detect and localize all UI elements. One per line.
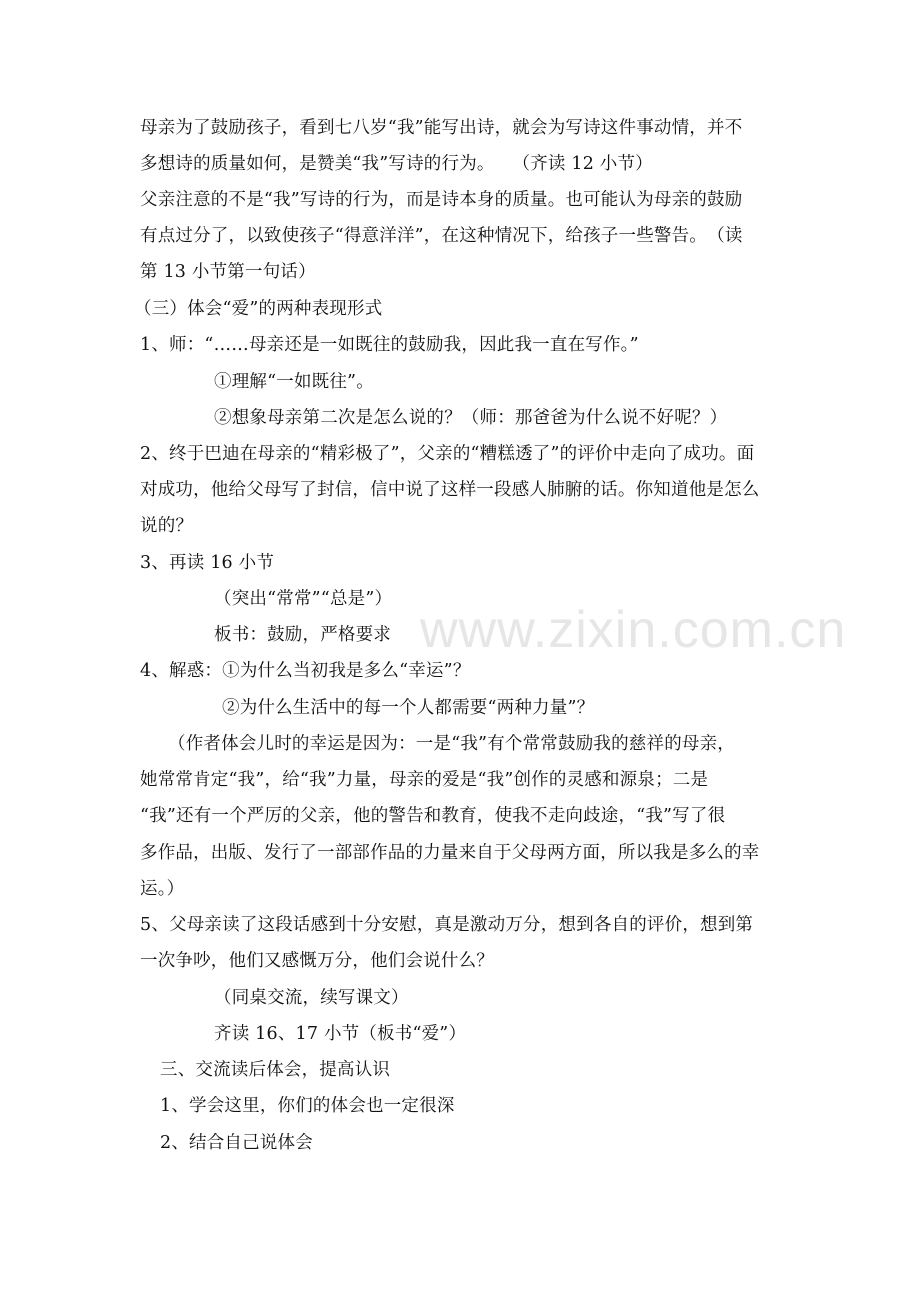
text-line: ①理解“一如既往”。 bbox=[214, 372, 374, 392]
text-line: （突出“常常”“总是”） bbox=[214, 589, 393, 609]
text-line: 3、再读 16 小节 bbox=[140, 553, 275, 573]
text-line: 多作品，出版、发行了一部部作品的力量来自于父母两方面，所以我是多么的幸 bbox=[140, 843, 760, 863]
text-line: 1、师：“……母亲还是一如既往的鼓励我，因此我一直在写作。” bbox=[140, 335, 639, 355]
text-line: 有点过分了，以致使孩子“得意洋洋”，在这种情况下，给孩子一些警告。 （读 bbox=[140, 226, 743, 246]
text-line: “我”还有一个严厉的父亲，他的警告和教育，使我不走向歧途，“我”写了很 bbox=[140, 806, 726, 826]
text-line: 多想诗的质量如何，是赞美“我”写诗的行为。 （齐读 12 小节） bbox=[140, 154, 653, 174]
text-line: 对成功，他给父母写了封信，信中说了这样一段感人肺腑的话。你知道他是怎么 bbox=[140, 480, 760, 500]
text-line: 4、解惑：①为什么当初我是多么“幸运”？ bbox=[140, 661, 471, 681]
text-line: 2、终于巴迪在母亲的“精彩极了”，父亲的“糟糕透了”的评价中走向了成功。面 bbox=[140, 444, 755, 464]
text-line: 母亲为了鼓励孩子，看到七八岁“我”能写出诗，就会为写诗这件事动情，并不 bbox=[140, 118, 743, 138]
text-line: 说的？ bbox=[140, 516, 194, 536]
text-line: 板书：鼓励，严格要求 bbox=[214, 625, 391, 645]
text-line: 1、学会这里，你们的体会也一定很深 bbox=[160, 1096, 455, 1116]
section-heading: 三、交流读后体会，提高认识 bbox=[160, 1060, 391, 1080]
text-line: 她常常肯定“我”，给“我”力量，母亲的爱是“我”创作的灵感和源泉；二是 bbox=[140, 770, 709, 790]
text-line: ②想象母亲第二次是怎么说的？（师：那爸爸为什么说不好呢？） bbox=[214, 408, 728, 428]
text-line: （同桌交流，续写课文） bbox=[214, 988, 409, 1008]
text-line: 第 13 小节第一句话） bbox=[140, 262, 316, 282]
text-line: 运。） bbox=[140, 879, 185, 899]
watermark: www.zixin.com.cn bbox=[420, 601, 847, 659]
text-line: 齐读 16、17 小节（板书“爱”） bbox=[214, 1024, 467, 1044]
text-line: ②为什么生活中的每一个人都需要“两种力量”？ bbox=[222, 698, 595, 718]
text-line: （作者体会儿时的幸运是因为：一是“我”有个常常鼓励我的慈祥的母亲， bbox=[168, 734, 735, 754]
text-line: 5、父母亲读了这段话感到十分安慰，真是激动万分，想到各自的评价，想到第 bbox=[140, 915, 754, 935]
text-line: 父亲注意的不是“我”写诗的行为，而是诗本身的质量。也可能认为母亲的鼓励 bbox=[140, 190, 743, 210]
text-line: 一次争吵，他们又感慨万分，他们会说什么？ bbox=[140, 951, 494, 971]
section-heading: （三）体会“爱”的两种表现形式 bbox=[134, 299, 383, 319]
text-line: 2、结合自己说体会 bbox=[160, 1133, 313, 1153]
